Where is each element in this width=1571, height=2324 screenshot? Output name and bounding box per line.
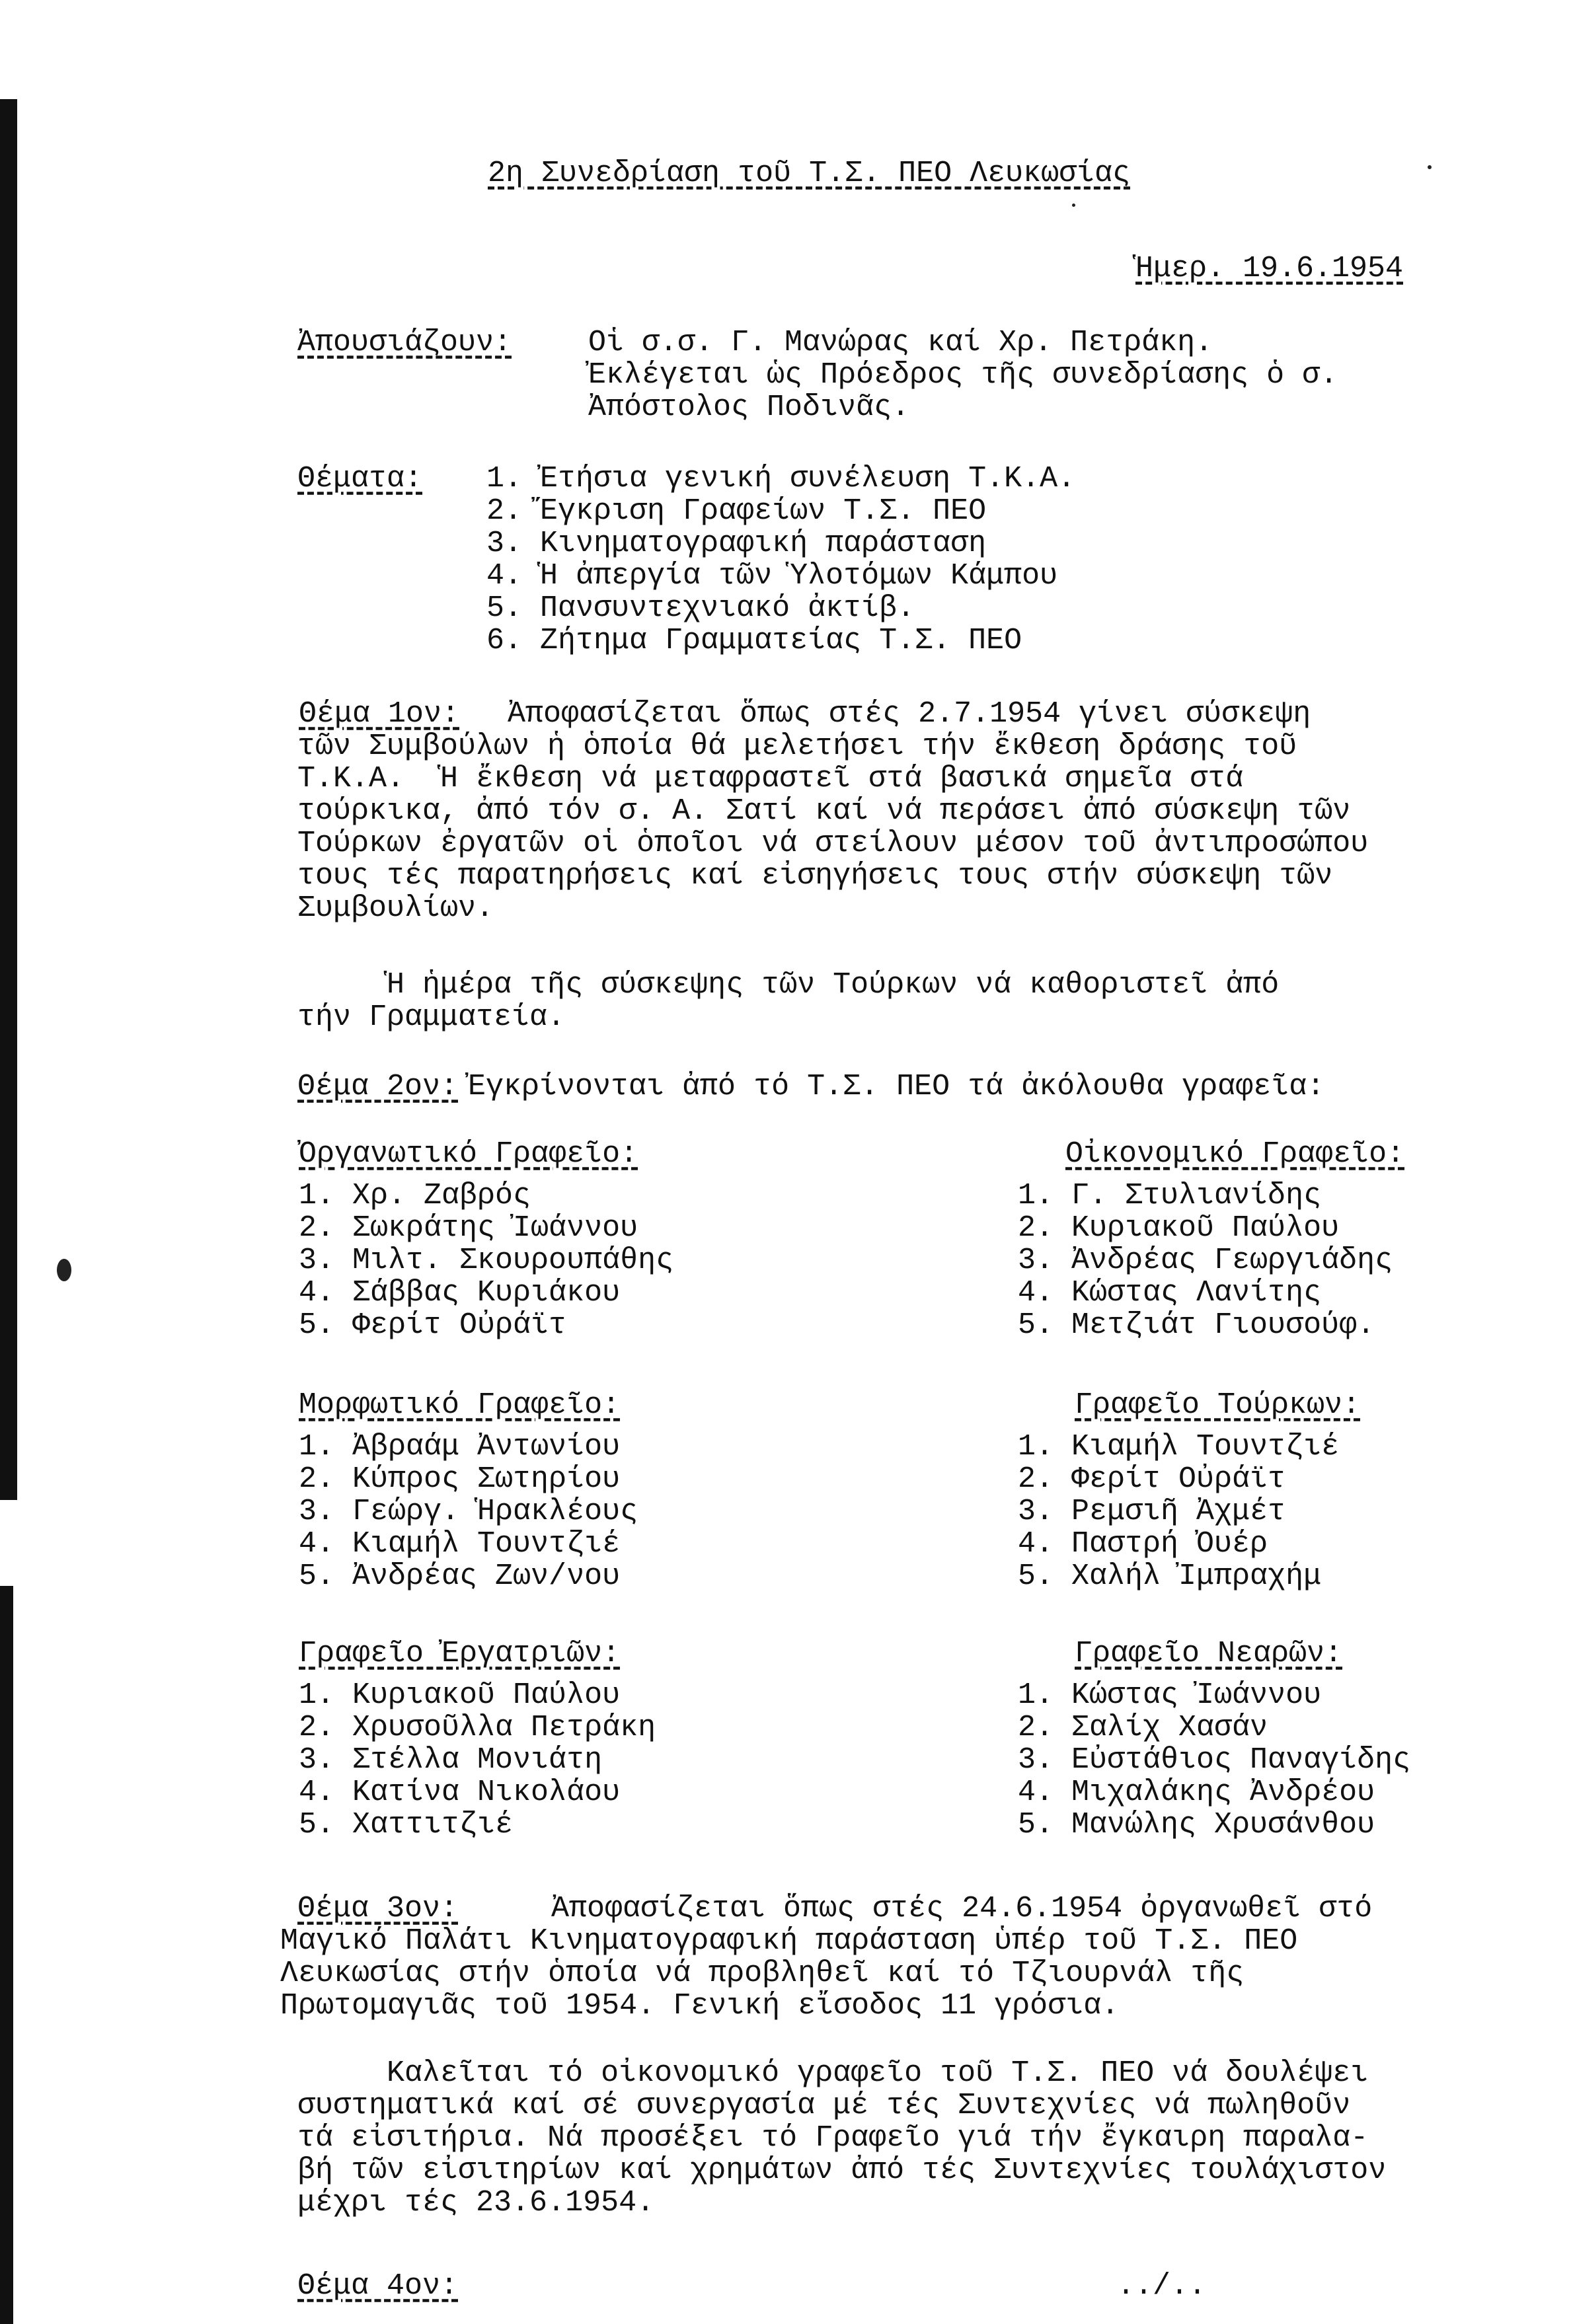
topic1-paragraph2: [297, 969, 1553, 1033]
office-title: Ὀργανωτικό Γραφεῖο:: [299, 1137, 638, 1171]
office-member: 2. Σαλίχ Χασάν: [1018, 1711, 1268, 1744]
office-educational: [299, 1389, 638, 1593]
document-title: 2η Συνεδρίαση τοῦ Τ.Σ. ΠΕΟ Λευκωσίας: [488, 157, 1131, 190]
office-member: 4. Μιχαλάκης Ἀνδρέου: [1018, 1776, 1375, 1809]
topic3-p2-line: τά εἰσιτήρια. Νά προσέξει τό Γραφεῖο γιά τήν ἔγκαιρη παραλα-: [297, 2121, 1369, 2155]
office-member: 1. Χρ. Ζαβρός: [299, 1179, 531, 1213]
topics-list: [486, 463, 1544, 657]
topic2-text: Ἐγκρίνονται ἀπό τό Τ.Σ. ΠΕΟ τά ἀκόλουθα γραφεῖα:: [468, 1070, 1325, 1104]
topics-label: Θέματα:: [297, 462, 423, 496]
office-member: 4. Κατίνα Νικολάου: [299, 1776, 621, 1809]
office-member: 1. Κυριακοῦ Παύλου: [299, 1678, 621, 1712]
topic2-label: Θέμα 2ον:: [297, 1070, 459, 1104]
office-youth: [1018, 1637, 1410, 1841]
topic1-label: Θέμα 1ον:: [299, 697, 460, 731]
office-member: 3. Μιλτ. Σκουρουπάθης: [299, 1244, 674, 1277]
office-member: 3. Εὐστάθιος Παναγίδης: [1018, 1743, 1411, 1777]
absent-line: Ἀπόστολος Ποδινᾶς.: [588, 391, 910, 424]
office-title: Γραφεῖο Νεαρῶν:: [1075, 1637, 1343, 1670]
topic4-label: Θέμα 4ον:: [297, 2269, 459, 2303]
topic1-p2-line: Ἡ ἡμέρα τῆς σύσκεψης τῶν Τούρκων νά καθοριστεῖ ἀπό: [297, 968, 1280, 1002]
topic-item: 3. Κινηματογραφική παράσταση: [486, 527, 987, 560]
topic3-label: Θέμα 3ον:: [297, 1892, 459, 1926]
topic1-line: Τούρκων ἐργατῶν οἱ ὁποῖοι νά στείλουν μέσον τοῦ ἀντιπροσώπου: [297, 827, 1369, 860]
topic3-p2-line: βή τῶν εἰσιτηρίων καί χρημάτων ἀπό τές Συντεχνίες τουλάχιστον: [297, 2154, 1387, 2187]
office-member: 1. Γ. Στυλιανίδης: [1018, 1179, 1322, 1213]
office-member: 5. Χαττιτζιέ: [299, 1808, 514, 1842]
topic3-line: Πρωτομαγιᾶς τοῦ 1954. Γενική εἴσοδος 11 γρόσια.: [280, 1989, 1120, 2023]
topic1-body: [297, 730, 1553, 924]
topic3-p2-line: συστηματικά καί σέ συνεργασία μέ τές Συντεχνίες νά πωληθοῦν: [297, 2089, 1351, 2122]
absent-line: Ἐκλέγεται ὡς Πρόεδρος τῆς συνεδρίασης ὁ σ.: [588, 358, 1338, 392]
topic3-paragraph2: [297, 2057, 1566, 2219]
office-member: 3. Γεώργ. Ἡρακλέους: [299, 1495, 638, 1528]
topic3-first-line: Ἀποφασίζεται ὅπως στές 24.6.1954 ὀργανωθεῖ στό: [551, 1892, 1373, 1926]
topic3-p2-line: μέχρι τές 23.6.1954.: [297, 2186, 655, 2220]
office-member: 4. Κιαμήλ Τουντζιέ: [299, 1527, 621, 1561]
office-title: Οἰκονομικό Γραφεῖο:: [1065, 1137, 1405, 1171]
topic1-line: τούρκικα, ἀπό τόν σ. Α. Σατί καί νά περάσει ἀπό σύσκεψη τῶν: [297, 794, 1351, 828]
topic-item: 1. Ἐτήσια γενική συνέλευση Τ.Κ.Α.: [486, 462, 1076, 496]
topic3-line: Μαγικό Παλάτι Κινηματογραφική παράσταση ὑπέρ τοῦ Τ.Σ. ΠΕΟ: [280, 1924, 1298, 1958]
office-member: 4. Σάββας Κυριάκου: [299, 1276, 621, 1310]
topic-item: 5. Πανσυντεχνιακό ἀκτίβ.: [486, 591, 915, 625]
office-title: Μορφωτικό Γραφεῖο:: [299, 1388, 621, 1422]
topic1-line: τῶν Συμβούλων ἡ ὁποία θά μελετήσει τήν ἔκθεση δράσης τοῦ: [297, 730, 1297, 763]
office-member: 3. Στέλλα Μονιάτη: [299, 1743, 603, 1777]
office-organizational: [299, 1138, 673, 1341]
office-member: 5. Μανώλης Χρυσάνθου: [1018, 1808, 1375, 1842]
office-member: 3. Ἀνδρέας Γεωργιάδης: [1018, 1244, 1393, 1277]
office-women-workers: [299, 1637, 656, 1841]
office-title: Γραφεῖο Τούρκων:: [1075, 1388, 1361, 1422]
absent-text: [588, 326, 1540, 424]
topic1-line: Συμβουλίων.: [297, 891, 494, 925]
topic-item: 6. Ζήτημα Γραμματείας Τ.Σ. ΠΕΟ: [486, 624, 1022, 657]
scan-binding-edge-lower: [0, 1586, 13, 2324]
office-member: 1. Κώστας Ἰωάννου: [1018, 1678, 1322, 1712]
office-title: Γραφεῖο Ἐργατριῶν:: [299, 1637, 621, 1670]
topic-item: 4. Ἡ ἀπεργία τῶν Ὑλοτόμων Κάμπου: [486, 559, 1058, 593]
office-member: 5. Φερίτ Οὐράϊτ: [299, 1308, 567, 1342]
office-member: 1. Ἀβραάμ Ἀντωνίου: [299, 1430, 621, 1464]
page-continuation-mark: ../..: [1117, 2269, 1207, 2303]
office-member: 2. Σωκράτης Ἰωάννου: [299, 1211, 638, 1245]
office-member: 2. Κύπρος Σωτηρίου: [299, 1462, 621, 1496]
office-member: 2. Χρυσοῦλλα Πετράκη: [299, 1711, 656, 1744]
office-member: 5. Μετζιάτ Γιουσούφ.: [1018, 1308, 1375, 1342]
meeting-date: Ἡμερ. 19.6.1954: [1135, 252, 1404, 285]
office-turkish: [1018, 1389, 1360, 1593]
absent-label: Ἀπουσιάζουν:: [297, 326, 512, 359]
absent-line: Οἱ σ.σ. Γ. Μανώρας καί Χρ. Πετράκη.: [588, 326, 1213, 359]
scan-speck: [1428, 165, 1432, 169]
topic3-p2-line: Καλεῖται τό οἰκονομικό γραφεῖο τοῦ Τ.Σ. ΠΕΟ νά δουλέψει: [297, 2056, 1369, 2090]
office-member: 5. Ἀνδρέας Ζων/νου: [299, 1559, 621, 1593]
topic1-first-line: Ἀποφασίζεται ὅπως στές 2.7.1954 γίνει σύσκεψη: [508, 697, 1311, 731]
office-member: 3. Ρεμσιῆ Ἀχμέτ: [1018, 1495, 1286, 1528]
topic1-line: Τ.Κ.Α. Ἡ ἔκθεση νά μεταφραστεῖ στά βασικά σημεῖα στά: [297, 762, 1244, 796]
topic3-body: [280, 1925, 1549, 2022]
office-member: 5. Χαλήλ Ἰμπραχήμ: [1018, 1559, 1322, 1593]
scan-binding-edge: [0, 99, 17, 1500]
topic1-p2-line: τήν Γραμματεία.: [297, 1000, 566, 1034]
topic3-line: Λευκωσίας στήν ὁποία νά προβληθεῖ καί τό Τζιουρνάλ τῆς: [280, 1957, 1245, 1990]
scan-speck: [57, 1259, 71, 1281]
office-member: 4. Παστρή Ὀυέρ: [1018, 1527, 1268, 1561]
office-member: 1. Κιαμήλ Τουντζιέ: [1018, 1430, 1340, 1464]
scan-speck: [1072, 204, 1075, 207]
topic1-line: τους τές παρατηρήσεις καί εἰσηγήσεις τους στήν σύσκεψη τῶν: [297, 859, 1333, 893]
office-member: 2. Κυριακοῦ Παύλου: [1018, 1211, 1340, 1245]
office-member: 2. Φερίτ Οὐράϊτ: [1018, 1462, 1286, 1496]
topic-item: 2. Ἔγκριση Γραφείων Τ.Σ. ΠΕΟ: [486, 494, 987, 528]
office-member: 4. Κώστας Λανίτης: [1018, 1276, 1322, 1310]
office-financial: [1018, 1138, 1404, 1341]
